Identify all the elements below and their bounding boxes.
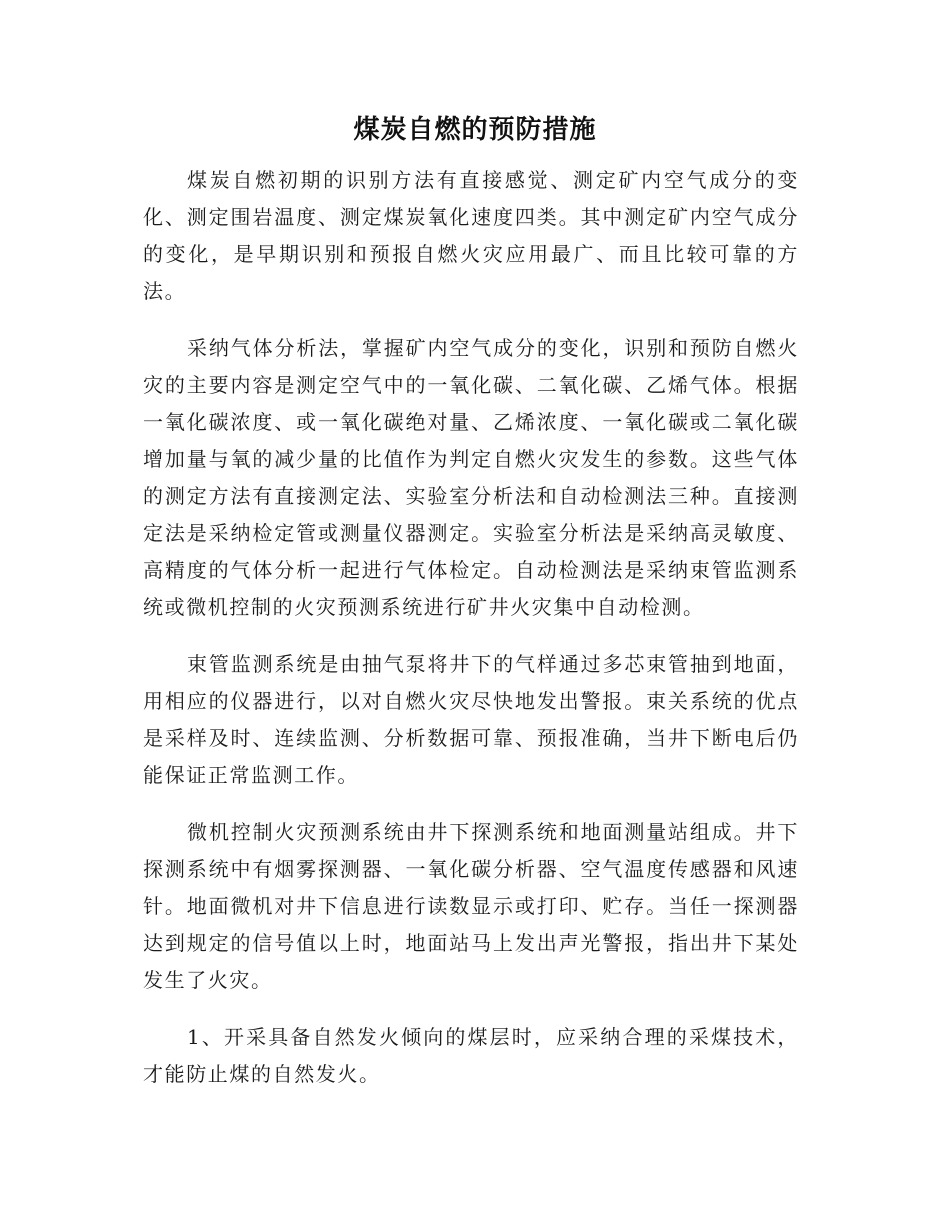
paragraph-2: 采纳气体分析法，掌握矿内空气成分的变化，识别和预防自燃火灾的主要内容是测定空气中的一氧化碳、二氧化碳、乙烯气体。根据一氧化碳浓度、或一氧化碳绝对量、乙烯浓度、一氧化碳或二氧化碳增加量与氧的减少量的比值作为判定自燃火灾发生的参数。这些气体的测定方法有直接测定法、实验室分析法和自动检测法三种。直接测定法是采纳检定管或测量仪器测定。实验室分析法是采纳高灵敏度、高精度的气体分析一起进行气体检定。自动检测法是采纳束管监测系统或微机控制的火灾预测系统进行矿井火灾集中自动检测。 bbox=[143, 336, 799, 619]
paragraph-3: 束管监测系统是由抽气泵将井下的气样通过多芯束管抽到地面，用相应的仪器进行，以对自燃火灾尽快地发出警报。束关系统的优点是采样及时、连续监测、分析数据可靠、预报准确，当井下断电后仍能保证正常监测工作。 bbox=[143, 652, 799, 787]
paragraph-5: 1、开采具备自然发火倾向的煤层时，应采纳合理的采煤技术，才能防止煤的自然发火。 bbox=[143, 1025, 799, 1086]
document-title: 煤炭自燃的预防措施 bbox=[353, 115, 597, 145]
paragraph-4: 微机控制火灾预测系统由井下探测系统和地面测量站组成。井下探测系统中有烟雾探测器、一氧化碳分析器、空气温度传感器和风速针。地面微机对井下信息进行读数显示或打印、贮存。当任一探测器达到规定的信号值以上时，地面站马上发出声光警报，指出井下某处发生了火灾。 bbox=[143, 820, 799, 992]
document-body bbox=[143, 162, 799, 1093]
paragraph-1: 煤炭自燃初期的识别方法有直接感觉、测定矿内空气成分的变化、测定围岩温度、测定煤炭氧化速度四类。其中测定矿内空气成分的变化，是早期识别和预报自燃火灾应用最广、而且比较可靠的方法。 bbox=[143, 168, 799, 303]
